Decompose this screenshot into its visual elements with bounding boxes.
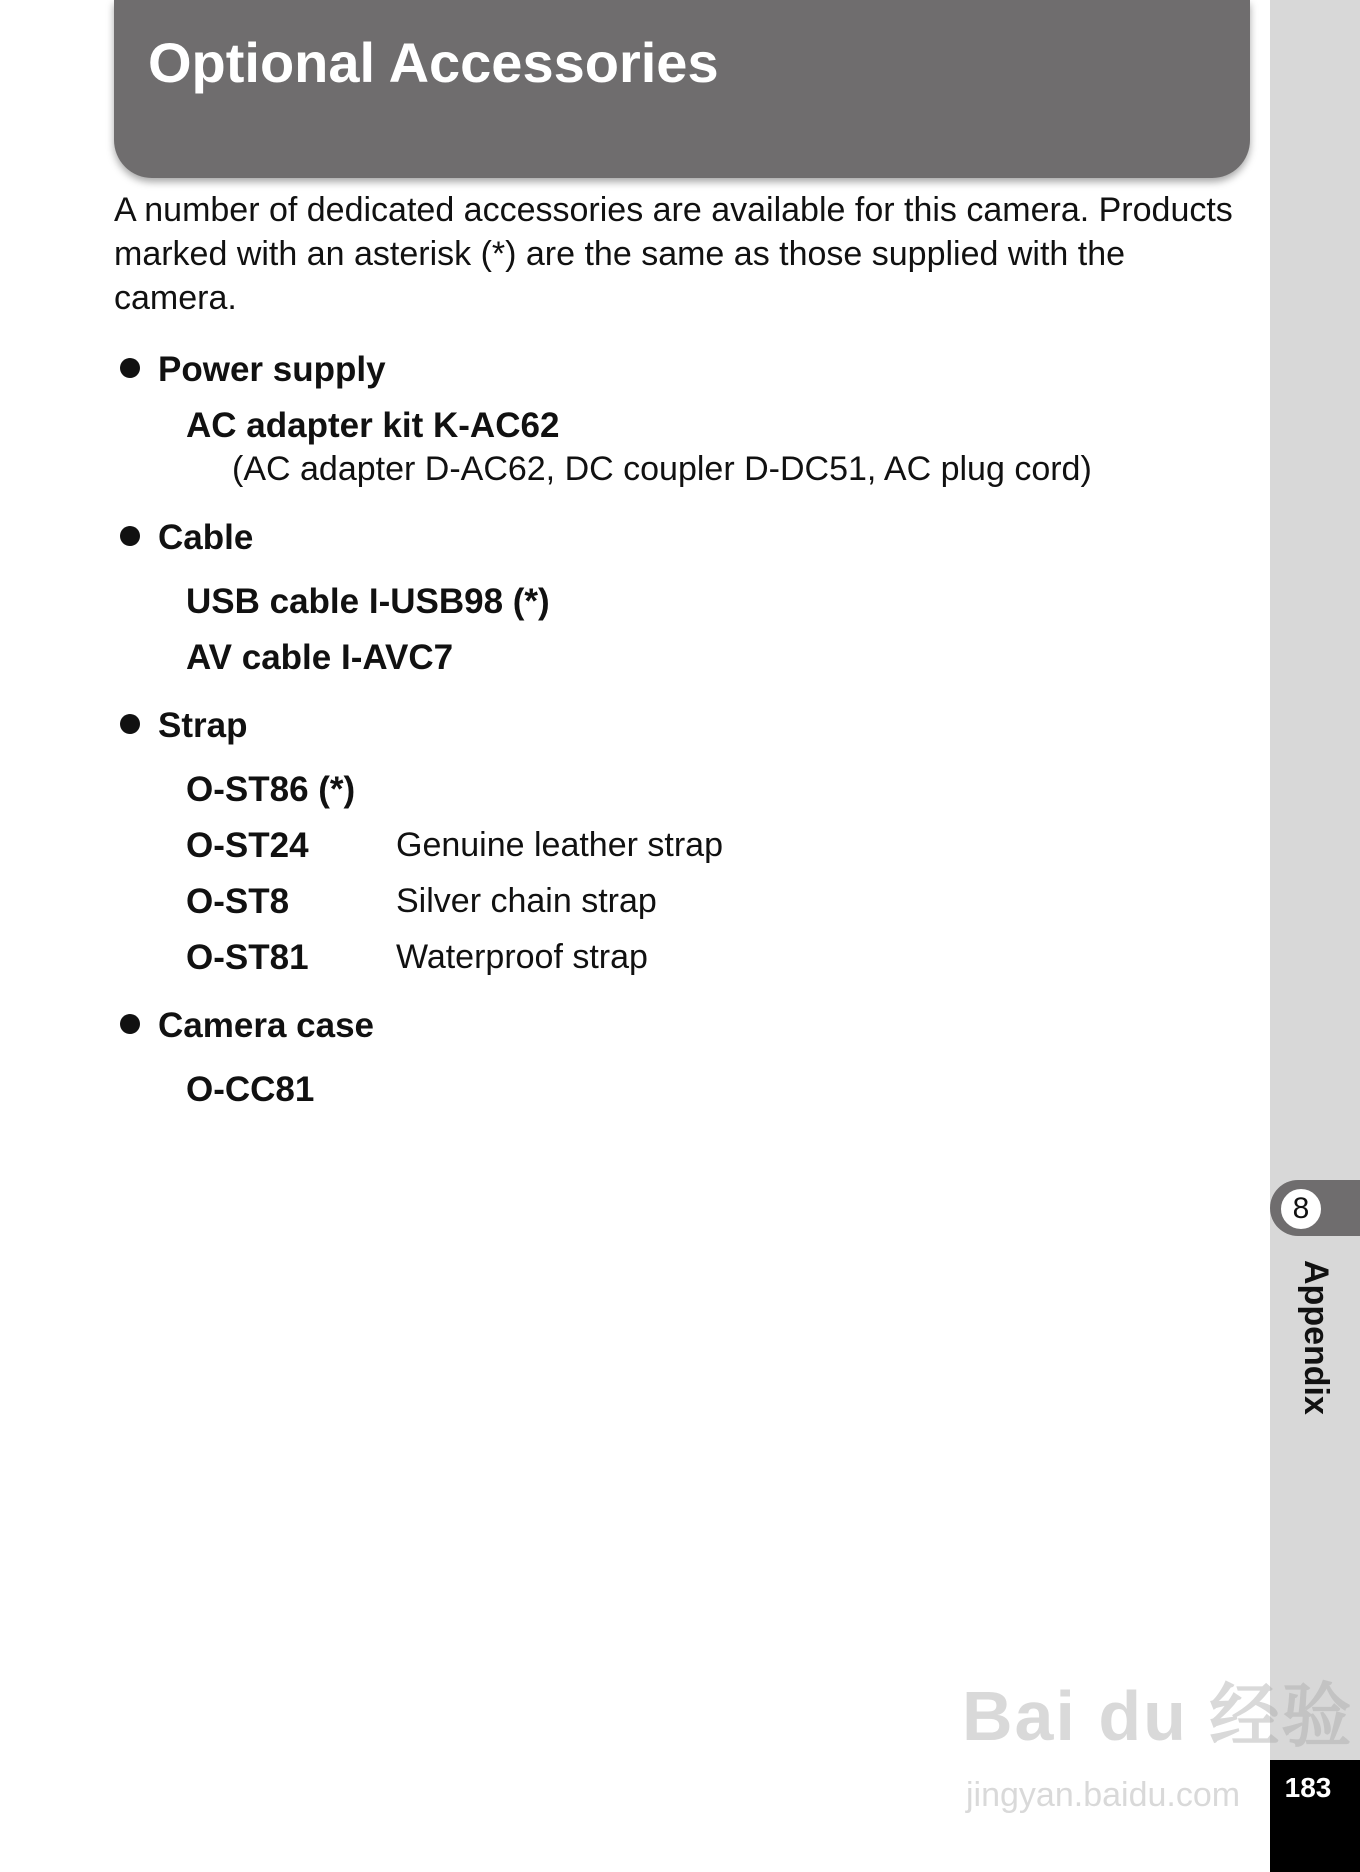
section-camera-case xyxy=(120,1006,374,1046)
page-title: Optional Accessories xyxy=(148,31,719,94)
watermark-logo: Bai du 经验 xyxy=(962,1677,1354,1755)
chapter-sidebar xyxy=(1270,0,1360,1872)
section-strap xyxy=(120,706,247,746)
accessory-item: O-ST86 (*) xyxy=(186,770,356,809)
accessory-item: AC adapter kit K-AC62 xyxy=(186,406,560,445)
accessory-item: AV cable I-AVC7 xyxy=(186,638,454,677)
intro-paragraph: A number of dedicated accessories are available for this camera. Products marked with an asterisk (*) are the same as those supplied with the camera. xyxy=(114,191,1233,317)
accessory-item: O-ST24 xyxy=(186,826,309,865)
chapter-label: Appendix xyxy=(1297,1260,1335,1415)
accessory-item: O-CC81 xyxy=(186,1070,315,1109)
section-heading: Cable xyxy=(158,518,254,557)
accessory-item: O-ST81 xyxy=(186,938,309,977)
section-heading: Strap xyxy=(158,706,248,745)
chapter-number: 8 xyxy=(1279,1187,1323,1231)
page-number: 183 xyxy=(1284,1772,1332,1803)
bullet-icon xyxy=(120,714,140,734)
section-power-supply xyxy=(120,350,386,390)
accessory-description: Waterproof strap xyxy=(396,938,648,976)
bullet-icon xyxy=(120,358,140,378)
bullet-icon xyxy=(120,1014,140,1034)
section-cable xyxy=(120,518,253,558)
accessory-item: USB cable I-USB98 (*) xyxy=(186,582,550,621)
section-heading: Camera case xyxy=(158,1006,374,1045)
accessory-note: (AC adapter D-AC62, DC coupler D-DC51, AC plug cord) xyxy=(232,450,1092,488)
watermark-url: jingyan.baidu.com xyxy=(966,1776,1241,1814)
section-heading: Power supply xyxy=(158,350,386,389)
accessory-item: O-ST8 xyxy=(186,882,290,921)
accessory-description: Silver chain strap xyxy=(396,882,657,920)
accessory-description: Genuine leather strap xyxy=(396,826,723,864)
bullet-icon xyxy=(120,526,140,546)
